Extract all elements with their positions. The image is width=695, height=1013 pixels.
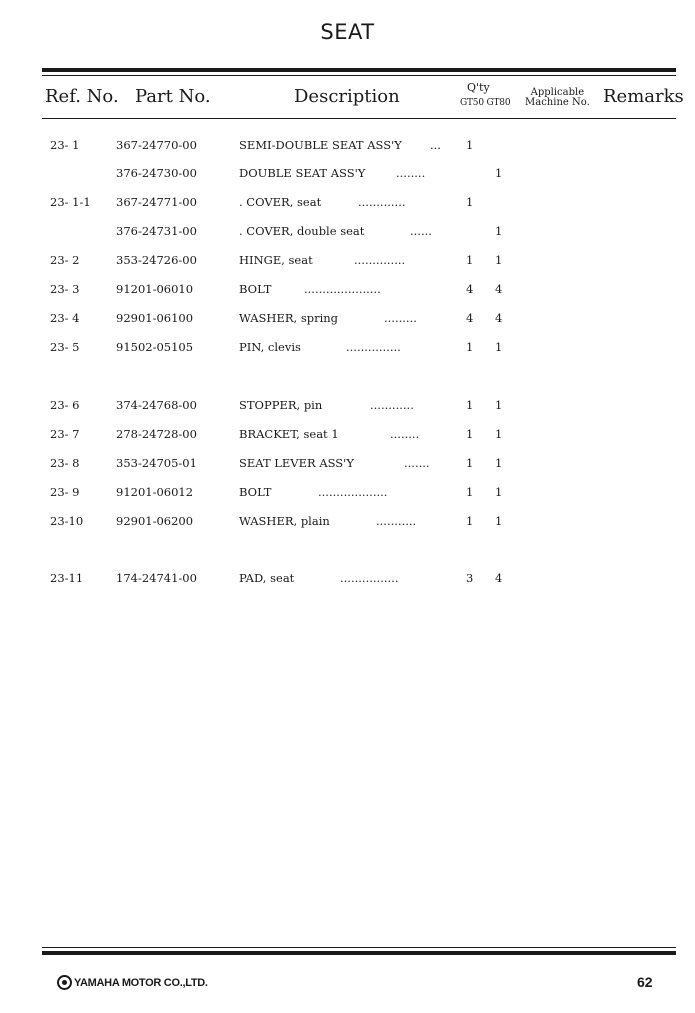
header-top-rule-thin (42, 75, 676, 76)
qty-gt80-cell: 1 (495, 398, 503, 412)
description-cell: BOLT (239, 485, 272, 499)
header-bottom-rule (42, 118, 676, 119)
table-row (0, 253, 695, 271)
leader-dots: ................ (340, 571, 399, 585)
ref-no-cell: 23-11 (50, 571, 84, 585)
applicable-line-2: Machine No. (525, 97, 590, 108)
qty-gt50-cell: 1 (466, 138, 474, 152)
part-no-cell: 92901-06200 (116, 514, 194, 528)
applicable-line-1: Applicable (530, 87, 585, 98)
ref-no-cell: 23- 8 (50, 456, 80, 470)
ref-no-cell: 23- 1 (50, 138, 80, 152)
part-no-cell: 353-24705-01 (116, 456, 197, 470)
part-no-cell: 376-24730-00 (116, 166, 197, 180)
description-cell: . COVER, double seat (239, 224, 365, 238)
description-cell: BOLT (239, 282, 272, 296)
table-row (0, 427, 695, 445)
description-cell: PAD, seat (239, 571, 295, 585)
ref-no-cell: 23- 3 (50, 282, 80, 296)
qty-gt80-cell: 4 (495, 311, 503, 325)
footer-rule-thin (42, 947, 676, 948)
description-cell: HINGE, seat (239, 253, 313, 267)
leader-dots: ......... (384, 311, 417, 325)
table-row (0, 571, 695, 589)
table-row (0, 340, 695, 358)
qty-gt50-cell: 1 (466, 253, 474, 267)
footer-company-name: YAMAHA MOTOR CO.,LTD. (74, 976, 208, 989)
ref-no-cell: 23- 2 (50, 253, 80, 267)
description-cell: WASHER, spring (239, 311, 339, 325)
page-title: SEAT (320, 20, 375, 44)
table-row (0, 282, 695, 300)
qty-gt50-cell: 1 (466, 485, 474, 499)
table-row (0, 224, 695, 242)
description-cell: STOPPER, pin (239, 398, 323, 412)
description-cell: BRACKET, seat 1 (239, 427, 339, 441)
part-no-cell: 278-24728-00 (116, 427, 197, 441)
part-no-cell: 92901-06100 (116, 311, 194, 325)
column-header-qty-models: GT50 GT80 (460, 98, 511, 108)
qty-gt80-cell: 1 (495, 224, 503, 238)
qty-gt80-cell: 1 (495, 253, 503, 267)
table-row (0, 398, 695, 416)
leader-dots: ............ (370, 398, 414, 412)
description-cell: SEAT LEVER ASS'Y (239, 456, 354, 470)
leader-dots: .............. (354, 253, 406, 267)
leader-dots: ... (430, 138, 441, 152)
part-no-cell: 367-24770-00 (116, 138, 197, 152)
part-no-cell: 91201-06010 (116, 282, 194, 296)
qty-gt50-cell: 1 (466, 514, 474, 528)
qty-gt80-cell: 1 (495, 456, 503, 470)
description-cell: SEMI-DOUBLE SEAT ASS'Y (239, 138, 402, 152)
qty-gt50-cell: 1 (466, 427, 474, 441)
footer-logo (57, 975, 208, 990)
qty-gt50-cell: 4 (466, 282, 474, 296)
description-cell: DOUBLE SEAT ASS'Y (239, 166, 366, 180)
leader-dots: ........ (396, 166, 426, 180)
leader-dots: ............... (346, 340, 401, 354)
description-cell: . COVER, seat (239, 195, 322, 209)
table-row (0, 485, 695, 503)
table-row (0, 456, 695, 474)
qty-gt80-cell: 4 (495, 282, 503, 296)
qty-gt50-cell: 3 (466, 571, 474, 585)
ref-no-cell: 23- 6 (50, 398, 80, 412)
ref-no-cell: 23- 7 (50, 427, 80, 441)
leader-dots: ............. (358, 195, 406, 209)
qty-gt80-cell: 1 (495, 514, 503, 528)
column-header-description: Description (294, 86, 400, 107)
description-cell: WASHER, plain (239, 514, 330, 528)
qty-gt50-cell: 1 (466, 340, 474, 354)
table-row (0, 311, 695, 329)
part-no-cell: 353-24726-00 (116, 253, 197, 267)
column-header-qty: Q'ty (467, 81, 490, 94)
part-no-cell: 376-24731-00 (116, 224, 197, 238)
ref-no-cell: 23- 9 (50, 485, 80, 499)
header-top-rule (42, 68, 676, 72)
leader-dots: ..................... (304, 282, 381, 296)
table-row (0, 195, 695, 213)
part-no-cell: 174-24741-00 (116, 571, 197, 585)
qty-gt50-cell: 1 (466, 195, 474, 209)
ref-no-cell: 23- 5 (50, 340, 80, 354)
leader-dots: ...... (410, 224, 432, 238)
part-no-cell: 91502-05105 (116, 340, 194, 354)
table-row (0, 166, 695, 184)
description-cell: PIN, clevis (239, 340, 301, 354)
leader-dots: ................... (318, 485, 388, 499)
ref-no-cell: 23- 4 (50, 311, 80, 325)
qty-gt50-cell: 1 (466, 456, 474, 470)
column-header-remarks: Remarks (603, 86, 684, 107)
qty-gt80-cell: 1 (495, 427, 503, 441)
part-no-cell: 91201-06012 (116, 485, 194, 499)
qty-gt80-cell: 1 (495, 485, 503, 499)
part-no-cell: 374-24768-00 (116, 398, 197, 412)
page-number: 62 (637, 974, 653, 990)
qty-gt50-cell: 4 (466, 311, 474, 325)
qty-gt50-cell: 1 (466, 398, 474, 412)
column-header-applicable-machine (525, 88, 590, 108)
column-header-part-no: Part No. (135, 86, 211, 107)
qty-gt80-cell: 4 (495, 571, 503, 585)
leader-dots: ........... (376, 514, 417, 528)
part-no-cell: 367-24771-00 (116, 195, 197, 209)
qty-gt80-cell: 1 (495, 340, 503, 354)
leader-dots: ........ (390, 427, 420, 441)
yamaha-logo-icon (57, 975, 72, 990)
ref-no-cell: 23- 1-1 (50, 195, 91, 209)
table-row (0, 138, 695, 156)
footer-rule-thick (42, 951, 676, 955)
column-header-ref-no: Ref. No. (45, 86, 119, 107)
qty-gt80-cell: 1 (495, 166, 503, 180)
ref-no-cell: 23-10 (50, 514, 84, 528)
table-row (0, 514, 695, 532)
leader-dots: ....... (404, 456, 430, 470)
